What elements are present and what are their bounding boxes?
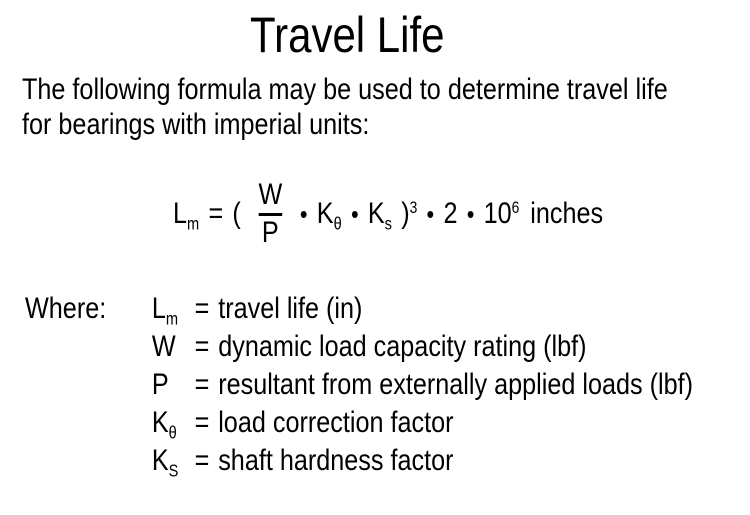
symbol-k-theta: Kθ bbox=[151, 406, 177, 443]
where-label: Where: bbox=[25, 292, 107, 325]
eq-w: = bbox=[194, 330, 210, 363]
page-title-text: Travel Life bbox=[250, 7, 445, 63]
ten-to-sixth: 106 bbox=[483, 197, 520, 230]
multiply-dot-2: • bbox=[350, 199, 359, 229]
multiply-dot-1: • bbox=[299, 199, 308, 229]
k-theta-subscript: θ bbox=[333, 213, 342, 234]
symbol-k-s-subscript: S bbox=[168, 460, 179, 481]
where-definitions bbox=[25, 290, 693, 480]
symbol-p: P bbox=[151, 368, 169, 401]
desc-lm: travel life (in) bbox=[218, 292, 363, 325]
symbol-lm-subscript: m bbox=[165, 308, 179, 329]
eq-p: = bbox=[194, 368, 210, 401]
exponent-3: 3 bbox=[409, 198, 418, 217]
where-label-spacer-3 bbox=[25, 404, 152, 442]
desc-w: dynamic load capacity rating (lbf) bbox=[218, 330, 587, 363]
k-theta-term: Kθ bbox=[316, 197, 342, 234]
lhs-subscript: m bbox=[187, 213, 200, 234]
desc-p: resultant from externally applied loads (lbf) bbox=[218, 368, 694, 401]
symbol-w: W bbox=[151, 330, 176, 363]
k-s-subscript: s bbox=[384, 213, 392, 234]
intro-paragraph bbox=[22, 72, 750, 142]
formula-units: inches bbox=[530, 197, 604, 230]
formula-lhs: Lm bbox=[173, 197, 200, 234]
fraction-w-over-p bbox=[250, 178, 291, 249]
multiply-dot-3: • bbox=[426, 199, 435, 229]
multiply-dot-4: • bbox=[466, 199, 475, 229]
eq-k-theta: = bbox=[194, 406, 210, 439]
formula-equals: = bbox=[208, 197, 224, 230]
symbol-k-theta-subscript: θ bbox=[168, 422, 177, 443]
intro-line-2: for bearings with imperial units: bbox=[22, 108, 370, 141]
fraction-denominator: P bbox=[261, 216, 279, 249]
fraction-numerator: W bbox=[258, 178, 283, 211]
travel-life-formula bbox=[173, 174, 603, 254]
desc-k-theta: load correction factor bbox=[218, 406, 454, 439]
k-s-term: Ks bbox=[367, 197, 392, 234]
close-paren-cubed: )3 bbox=[401, 197, 418, 230]
coefficient-2: 2 bbox=[443, 197, 458, 230]
eq-lm: = bbox=[194, 292, 210, 325]
eq-k-s: = bbox=[194, 444, 210, 477]
symbol-lm: Lm bbox=[151, 292, 179, 329]
page-title bbox=[250, 7, 482, 63]
where-label-spacer-4 bbox=[25, 442, 152, 480]
intro-line-1: The following formula may be used to determine travel life bbox=[22, 73, 668, 106]
desc-k-s: shaft hardness factor bbox=[218, 444, 454, 477]
open-paren: ( bbox=[232, 197, 241, 230]
symbol-k-s: KS bbox=[151, 444, 179, 481]
where-label-spacer-2 bbox=[25, 366, 152, 404]
where-label-spacer-1 bbox=[25, 328, 152, 366]
exponent-6: 6 bbox=[511, 198, 520, 217]
